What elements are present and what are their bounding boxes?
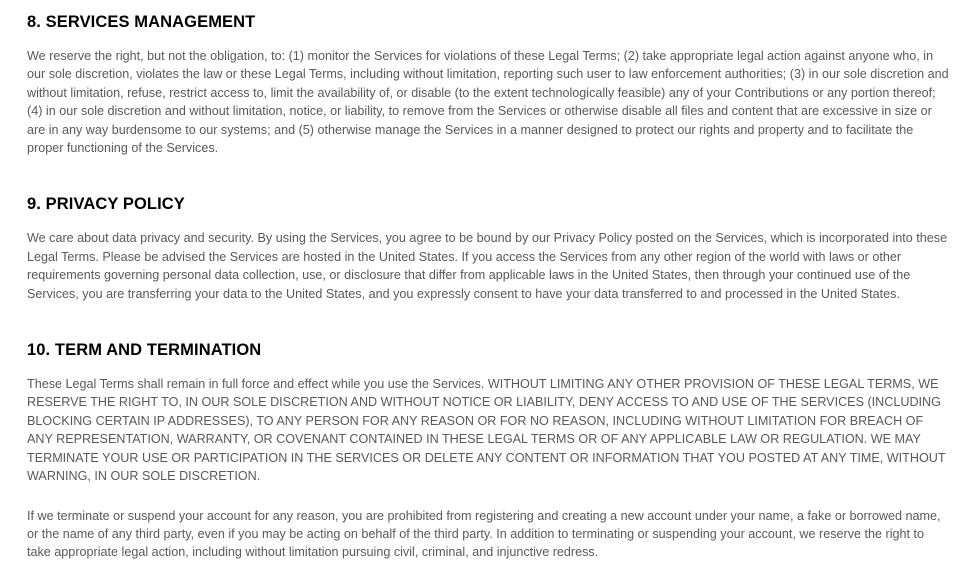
- section-paragraph: These Legal Terms shall remain in full force and effect while you use the Services. WITHOUT LIMITING ANY OTHER PROVISION OF THESE LEGAL TERMS, WE RESERVE THE RIGHT TO, IN OUR SOLE DISCRETION AND WITHOUT NOTICE OR LIABILITY, DENY ACCESS TO AND USE OF THE SERVICES (INCLUDING BLOCKING CERTAIN IP ADDRESSES), TO ANY PERSON FOR ANY REASON OR FOR NO REASON, INCLUDING WITHOUT LIMITATION FOR BREACH OF ANY REPRESENTATION, WARRANTY, OR COVENANT CONTAINED IN THESE LEGAL TERMS OR OF ANY APPLICABLE LAW OR REGULATION. WE MAY TERMINATE YOUR USE OR PARTICIPATION IN THE SERVICES OR DELETE ANY CONTENT OR INFORMATION THAT YOU POSTED AT ANY TIME, WITHOUT WARNING, IN OUR SOLE DISCRETION.: [27, 377, 946, 484]
- section-heading: 8. SERVICES MANAGEMENT: [27, 13, 256, 31]
- section-paragraph: We care about data privacy and security. By using the Services, you agree to be bound by our Privacy Policy posted on the Services, which is incorporated into these Legal Terms. Please be advised the Services are hosted in the United States. If you access the Services from any other region of the world with laws or other requirements governing personal data collection, use, or disclosure that differ from applicable laws in the United States, then through your continued use of the Services, you are transferring your data to the United States, and you expressly consent to have your data transferred to and processed in the United States.: [27, 231, 948, 301]
- section-paragraph: We reserve the right, but not the obligation, to: (1) monitor the Services for violations of these Legal Terms; (2) take appropriate legal action against anyone who, in our sole discretion, violates the law or these Legal Terms, including without limitation, reporting such user to law enforcement authorities; (3) in our sole discretion and without limitation, refuse, restrict access to, limit the availability of, or disable (to the extent technologically feasible) any of your Contributions or any portion thereof; (4) in our sole discretion and without limitation, notice, or liability, to remove from the Services or otherwise disable all files and content that are excessive in size or are in any way burdensome to our systems; and (5) otherwise manage the Services in a manner designed to protect our rights and property and to facilitate the proper functioning of the Services.: [27, 49, 949, 156]
- section-heading: 9. PRIVACY POLICY: [27, 195, 185, 214]
- section-privacy-policy: [27, 194, 949, 303]
- section-services-management: [27, 12, 949, 157]
- section-heading: 10. TERM AND TERMINATION: [27, 341, 262, 360]
- section-paragraph: If we terminate or suspend your account for any reason, you are prohibited from registering and creating a new account under your name, a fake or borrowed name, or the name of any third party, even if you may be acting on behalf of the third party. In addition to terminating or suspending your account, we reserve the right to take appropriate legal action, including without limitation pursuing civil, criminal, and injunctive redress.: [27, 508, 941, 560]
- section-term-and-termination: [27, 340, 949, 562]
